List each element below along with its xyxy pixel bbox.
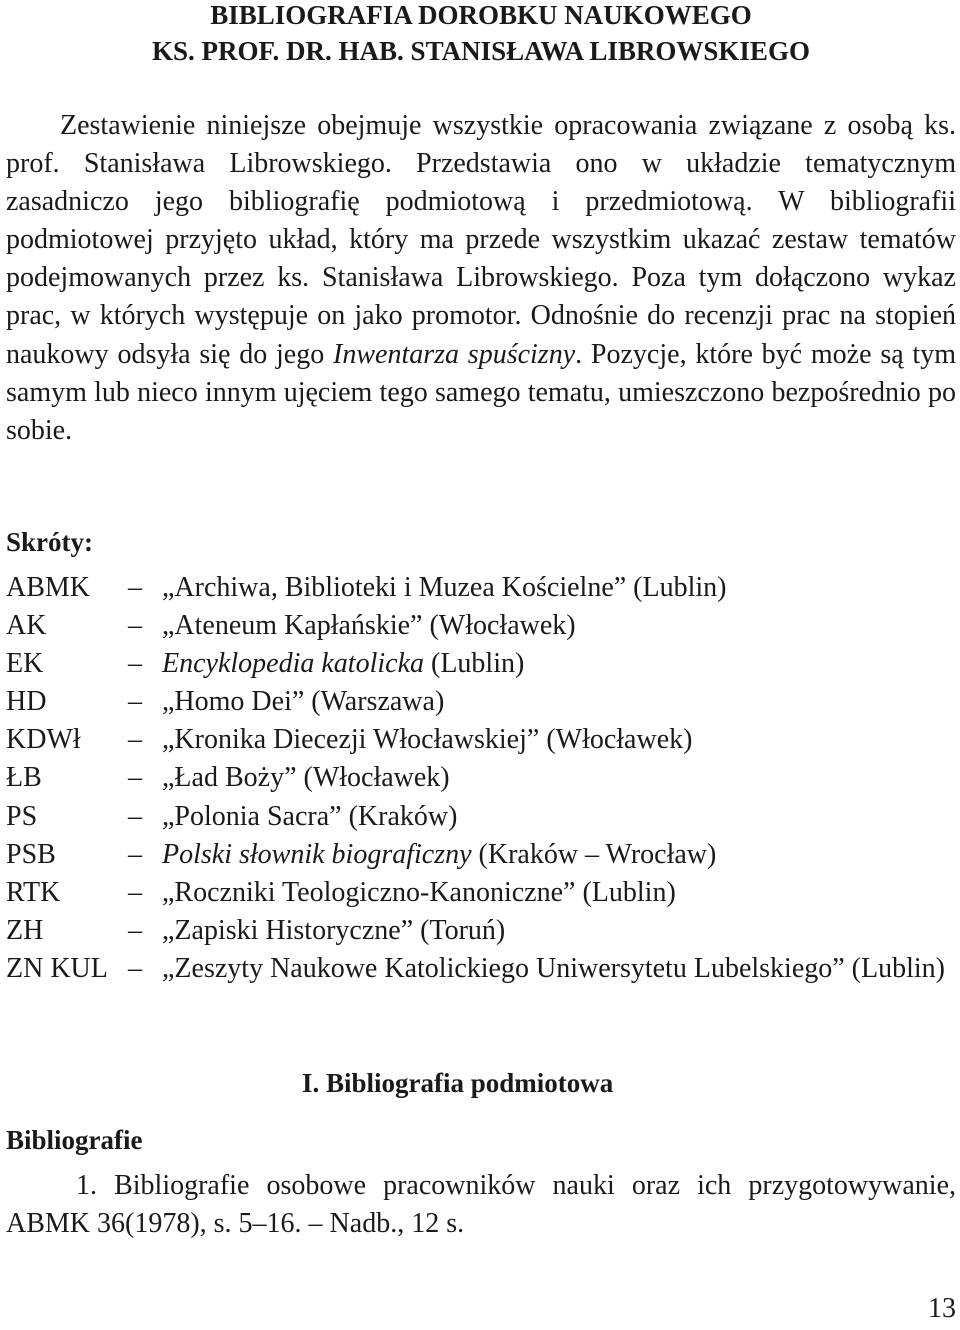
abbreviation-description: „Roczniki Teologiczno-Kanoniczne” (Lublin) [162, 876, 676, 908]
abbreviation-dash: – [128, 724, 142, 756]
abbreviation-row-ps [6, 798, 956, 836]
abbreviation-dash: – [128, 572, 142, 603]
document-title-line-1: BIBLIOGRAFIA DOROBKU NAUKOWEGO [210, 0, 752, 30]
abbreviation-code: AK [6, 610, 47, 642]
abbreviation-row-ak [6, 607, 956, 645]
abbreviation-description: „Polonia Sacra” (Kraków) [162, 800, 458, 832]
abbreviation-description: Polski słownik biograficzny (Kraków – Wrocław) [162, 838, 717, 870]
abbreviation-description: „Ład Boży” (Włocławek) [162, 762, 450, 794]
abbreviation-dash: – [128, 648, 142, 680]
abbreviation-code: KDWł [6, 724, 81, 756]
abbreviation-code: ZN KUL [6, 952, 108, 984]
abbreviation-row-hd [6, 683, 956, 721]
bibliography-entry-1: 1. Bibliografie osobowe pracowników nauki oraz ich przygotowywanie, ABMK 36(1978), s. 5–16. – Nadb., 12 s. [6, 1170, 956, 1240]
abbreviation-code: EK [6, 648, 44, 680]
abbreviation-row-zn-kul [6, 950, 956, 1026]
abbreviation-description: „Kronika Diecezji Włocławskiej” (Włocławek) [162, 724, 693, 756]
abbreviation-row-lb [6, 759, 956, 797]
abbreviation-code: RTK [6, 876, 61, 908]
abbreviation-description: „Ateneum Kapłańskie” (Włocławek) [162, 610, 576, 642]
abbreviation-row-zh [6, 912, 956, 950]
abbreviation-dash: – [128, 952, 142, 984]
abbreviation-code: HD [6, 686, 47, 718]
abbreviation-dash: – [128, 914, 142, 946]
intro-italic-title: Inwentarza spuścizny [333, 338, 576, 370]
abbreviation-code: PS [6, 800, 38, 832]
abbreviation-description: „Archiwa, Biblioteki i Muzea Kościelne” (Lublin) [162, 572, 727, 603]
abbreviation-description: „Zapiski Historyczne” (Toruń) [162, 914, 506, 946]
abbreviation-description: „Zeszyty Naukowe Katolickiego Uniwersytetu Lubelskiego” (Lublin) [162, 952, 945, 984]
abbreviations-heading: Skróty: [6, 527, 93, 557]
abbreviations-list [6, 569, 956, 1026]
abbreviation-row-psb [6, 836, 956, 874]
intro-text-part-1: Zestawienie niniejsze obejmuje wszystkie opracowania związane z osobą ks. prof. Stanisława Librowskiego. Przedstawia ono w układzie tematycznym zasadniczo jego bibliografię podmiotową i przedmiotową. W bibliografii podmiotowej przyjęto układ, który ma przede wszystkim ukazać zestaw tematów podejmowanych przez ks. Stanisława Librowskiego. Poza tym dołączono wykaz prac, w których występuje on jako promotor. Odnośnie do recenzji prac na stopień naukowy odsyła się do jego [6, 110, 956, 370]
abbreviation-dash: – [128, 762, 142, 794]
intro-paragraph [6, 107, 956, 450]
abbreviation-row-abmk [6, 569, 956, 607]
abbreviation-dash: – [128, 876, 142, 908]
abbreviation-row-ek [6, 645, 956, 683]
abbreviation-dash: – [128, 610, 142, 642]
intro-text-part-2: . Pozycje, które być może są tym samym lub nieco innym ujęciem tego samego tematu, umieszczono bezpośrednio po sobie. [6, 338, 956, 446]
abbreviation-code: ŁB [6, 762, 42, 794]
abbreviation-description: „Homo Dei” (Warszawa) [162, 686, 445, 718]
abbreviation-code: PSB [6, 838, 56, 870]
subsection-heading: Bibliografie [6, 1125, 143, 1155]
abbreviation-code: ZH [6, 914, 44, 946]
abbreviation-code: ABMK [6, 572, 91, 603]
abbreviation-dash: – [128, 800, 142, 832]
abbreviation-row-rtk [6, 874, 956, 912]
abbreviation-description: Encyklopedia katolicka (Lublin) [162, 648, 525, 680]
abbreviation-dash: – [128, 686, 142, 718]
document-title-line-2: KS. PROF. DR. HAB. STANISŁAWA LIBROWSKIEGO [152, 36, 810, 66]
page-number: 13 [928, 1293, 956, 1324]
abbreviation-row-kdwl [6, 721, 956, 759]
abbreviation-dash: – [128, 838, 142, 870]
section-heading: I. Bibliografia podmiotowa [302, 1068, 614, 1098]
